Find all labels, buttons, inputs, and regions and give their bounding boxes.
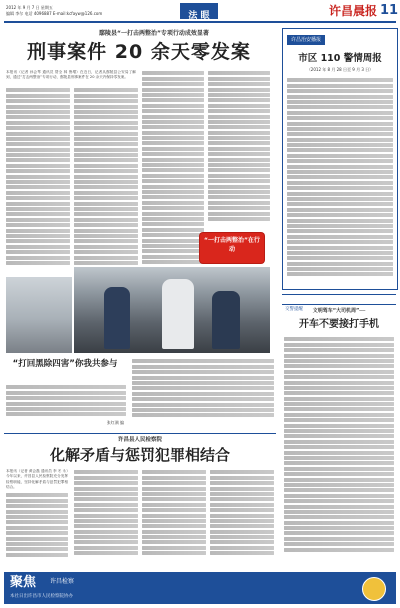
traffic-column-body [284,336,394,566]
lower-story [4,436,276,568]
lower-story-body-col2 [74,469,138,566]
side-box-tag-text: 许昌治安播报 [291,37,322,43]
main-story-kicker: 鄢陵县“一打击两整治”专项行动成效显著 [99,30,209,37]
header-rule [4,21,396,23]
photo-figure-1 [104,287,130,349]
lower-story-lead: 本报讯（记者 黄会磊 通讯员 李 冬 永）今年以来，许昌县人民检察院充分发挥检察职能，坚持化解矛盾与惩罚犯罪相结合。 [6,469,68,490]
lower-story-kicker: 许昌县人民检察院 [117,437,162,443]
footer-ad-emblem [362,577,386,601]
main-story-body-col4 [208,70,270,230]
side-box-body [287,77,393,283]
lower-story-body-col1 [6,492,68,566]
main-story-lead: 本报讯（记者 孙会琴 通讯员 帮全 林 鲁增）在近日，记者从鄢陵县公安局了解到，通过“打击两整治”专项行动，鄢陵县刑事案件在 20 余天内保持零发案。 [6,70,136,80]
photo-figure-2 [162,279,194,349]
section-banner [180,3,218,19]
traffic-column-tag-text: 交警提醒 [285,307,303,312]
action-badge [200,233,264,263]
news-photo-large [74,267,270,353]
lower-story-body-col3 [142,469,206,566]
brief-news [132,358,274,430]
footer-ad-title: 聚焦 [10,575,37,590]
paper-name: 许昌晨报 [328,4,377,18]
main-story-body-col2 [74,87,138,275]
side-box-title: 市区 110 警情周报 [298,53,382,64]
side-box [282,28,398,290]
side-box-period: （2012 年 8 月 28 日至 9 月 3 日） [306,67,374,72]
traffic-column-kicker: 文明驾车“大司机周”── [312,308,366,314]
page-number: 11 [380,3,399,18]
main-story-body-col3 [142,70,204,275]
side-box-tag [287,35,325,45]
commentary-headline: “打回黑除四害”你我共参与 [12,359,118,369]
traffic-column [282,292,396,568]
lower-story-body-col4 [210,469,274,566]
photo-figure-3 [212,291,240,349]
traffic-column-headline: 开车不要接打手机 [299,319,379,330]
footer-ad-slogan: 许昌检察 [50,578,75,585]
commentary-author: 张红满 编 [106,420,124,425]
main-story-body-col1 [6,87,70,275]
lower-story-headline: 化解矛盾与惩罚犯罪相结合 [49,446,230,464]
commentary-box [4,358,128,430]
main-story [4,25,272,355]
footer-ad-subtitle: 本社日出许昌市人民检察院协办 [10,594,73,599]
lower-story-rule [4,433,276,434]
footer-ad [4,572,396,604]
main-story-headline: 刑事案件 20 余天零发案 [27,41,251,63]
header-date-line: 2012 年 9 月 7 日 星期五 [6,5,53,10]
news-photo-small [6,277,72,353]
action-badge-text: “一打击两整治”在行动 [204,237,260,253]
commentary-body [6,384,126,418]
section-name: 法 眼 [188,11,210,21]
header-editor-line: 编辑 李尔 电话 4096887 E-mail:kcfayw@126.com [6,11,103,16]
